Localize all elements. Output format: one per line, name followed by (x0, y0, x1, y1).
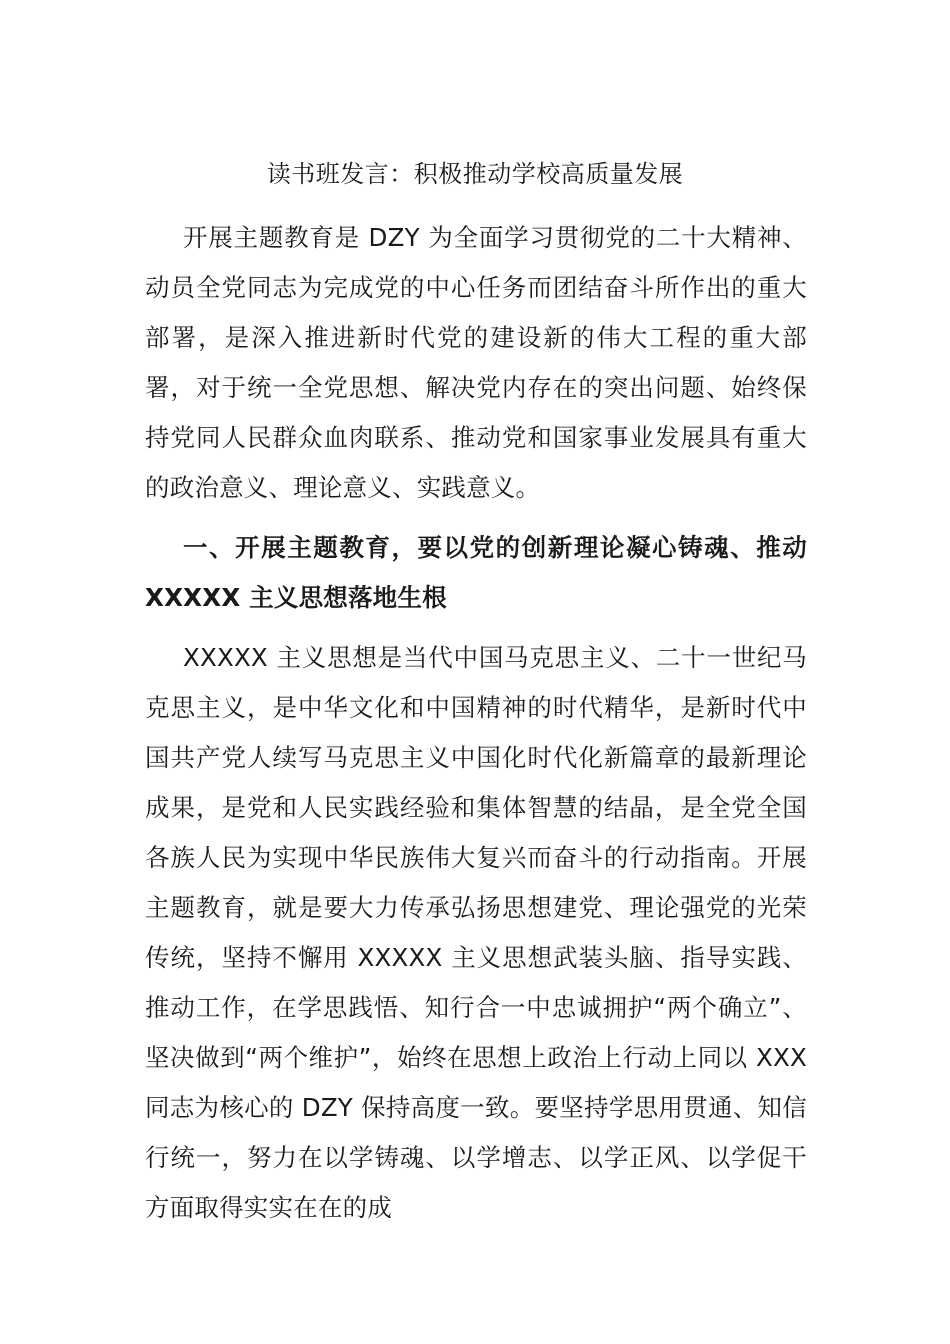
paragraph-section-1: XXXXX 主义思想是当代中国马克思主义、二十一世纪马克思主义，是中华文化和中国精神的时代精华，是新时代中国共产党人续写马克思主义中国化时代化新篇章的最新理论成果，是党和人民实践经验和集体智慧的结晶，是全党全国各族人民为实现中华民族伟大复兴而奋斗的行动指南。开展主题教育，就是要大力传承弘扬思想建党、理论强党的光荣传统，坚持不懈用 XXXXX 主义思想武装头脑、指导实践、推动工作，在学思践悟、知行合一中忠诚拥护“两个确立”、坚决做到“两个维护”，始终在思想上政治上行动上同以 XXX 同志为核心的 DZY 保持高度一致。要坚持学思用贯通、知信行统一，努力在以学铸魂、以学增志、以学正风、以学促干方面取得实实在在的成 (145, 643, 807, 1222)
document-title: 读书班发言：积极推动学校高质量发展 (266, 160, 684, 188)
paragraph-intro: 开展主题教育是 DZY 为全面学习贯彻党的二十大精神、动员全党同志为完成党的中心任务而团结奋斗所作出的重大部署，是深入推进新时代党的建设新的伟大工程的重大部署，对于统一全党思想、解决党内存在的突出问题、始终保持党同人民群众血肉联系、推动党和国家事业发展具有重大的政治意义、理论意义、实践意义。 (145, 223, 807, 502)
section-heading-1: 一、开展主题教育，要以党的创新理论凝心铸魂、推动XXXXX 主义思想落地生根 (145, 533, 807, 612)
